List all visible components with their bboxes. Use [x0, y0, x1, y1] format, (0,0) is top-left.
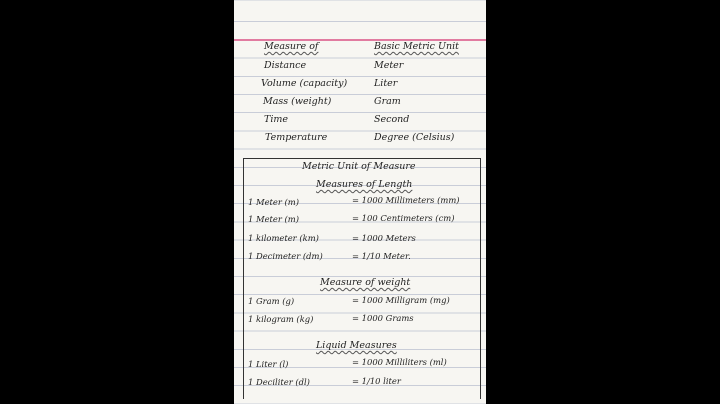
liquid-row-2-left: 1 Deciliter (dl): [248, 377, 310, 387]
section-heading-length: Measures of Length: [316, 179, 413, 190]
length-row-2-left: 1 Meter (m): [248, 214, 299, 224]
measure-volume: Volume (capacity): [261, 78, 348, 89]
unit-gram: Gram: [374, 96, 401, 107]
header-measure-of: Measure of: [264, 41, 319, 52]
length-row-3-left: 1 kilometer (km): [248, 233, 319, 243]
box-title: Metric Unit of Measure: [302, 161, 416, 172]
length-row-2-right: = 100 Centimeters (cm): [352, 213, 455, 223]
unit-second: Second: [374, 114, 410, 125]
weight-row-1-right: = 1000 Milligram (mg): [352, 295, 450, 305]
section-heading-weight: Measure of weight: [320, 277, 411, 288]
unit-meter: Meter: [374, 60, 404, 71]
liquid-row-1-left: 1 Liter (l): [248, 359, 289, 369]
section-heading-liquid: Liquid Measures: [316, 340, 397, 351]
liquid-row-2-right: = 1/10 liter: [352, 376, 401, 386]
unit-liter: Liter: [374, 78, 398, 89]
measure-time: Time: [264, 114, 289, 125]
liquid-row-1-right: = 1000 Milliliters (ml): [352, 357, 447, 367]
measure-temperature: Temperature: [265, 132, 328, 143]
length-row-3-right: = 1000 Meters: [352, 233, 416, 243]
weight-row-2-right: = 1000 Grams: [352, 313, 414, 323]
notebook-page: [234, 0, 486, 404]
length-row-4-left: 1 Decimeter (dm): [248, 251, 323, 261]
unit-degree-celsius: Degree (Celsius): [374, 132, 455, 143]
length-row-4-right: = 1/10 Meter.: [352, 251, 411, 261]
measure-distance: Distance: [264, 60, 307, 71]
header-basic-metric-unit: Basic Metric Unit: [374, 41, 459, 52]
length-row-1-right: = 1000 Millimeters (mm): [352, 195, 460, 205]
weight-row-2-left: 1 kilogram (kg): [248, 314, 314, 324]
weight-row-1-left: 1 Gram (g): [248, 296, 295, 306]
measure-mass: Mass (weight): [263, 96, 332, 107]
length-row-1-left: 1 Meter (m): [248, 197, 299, 207]
